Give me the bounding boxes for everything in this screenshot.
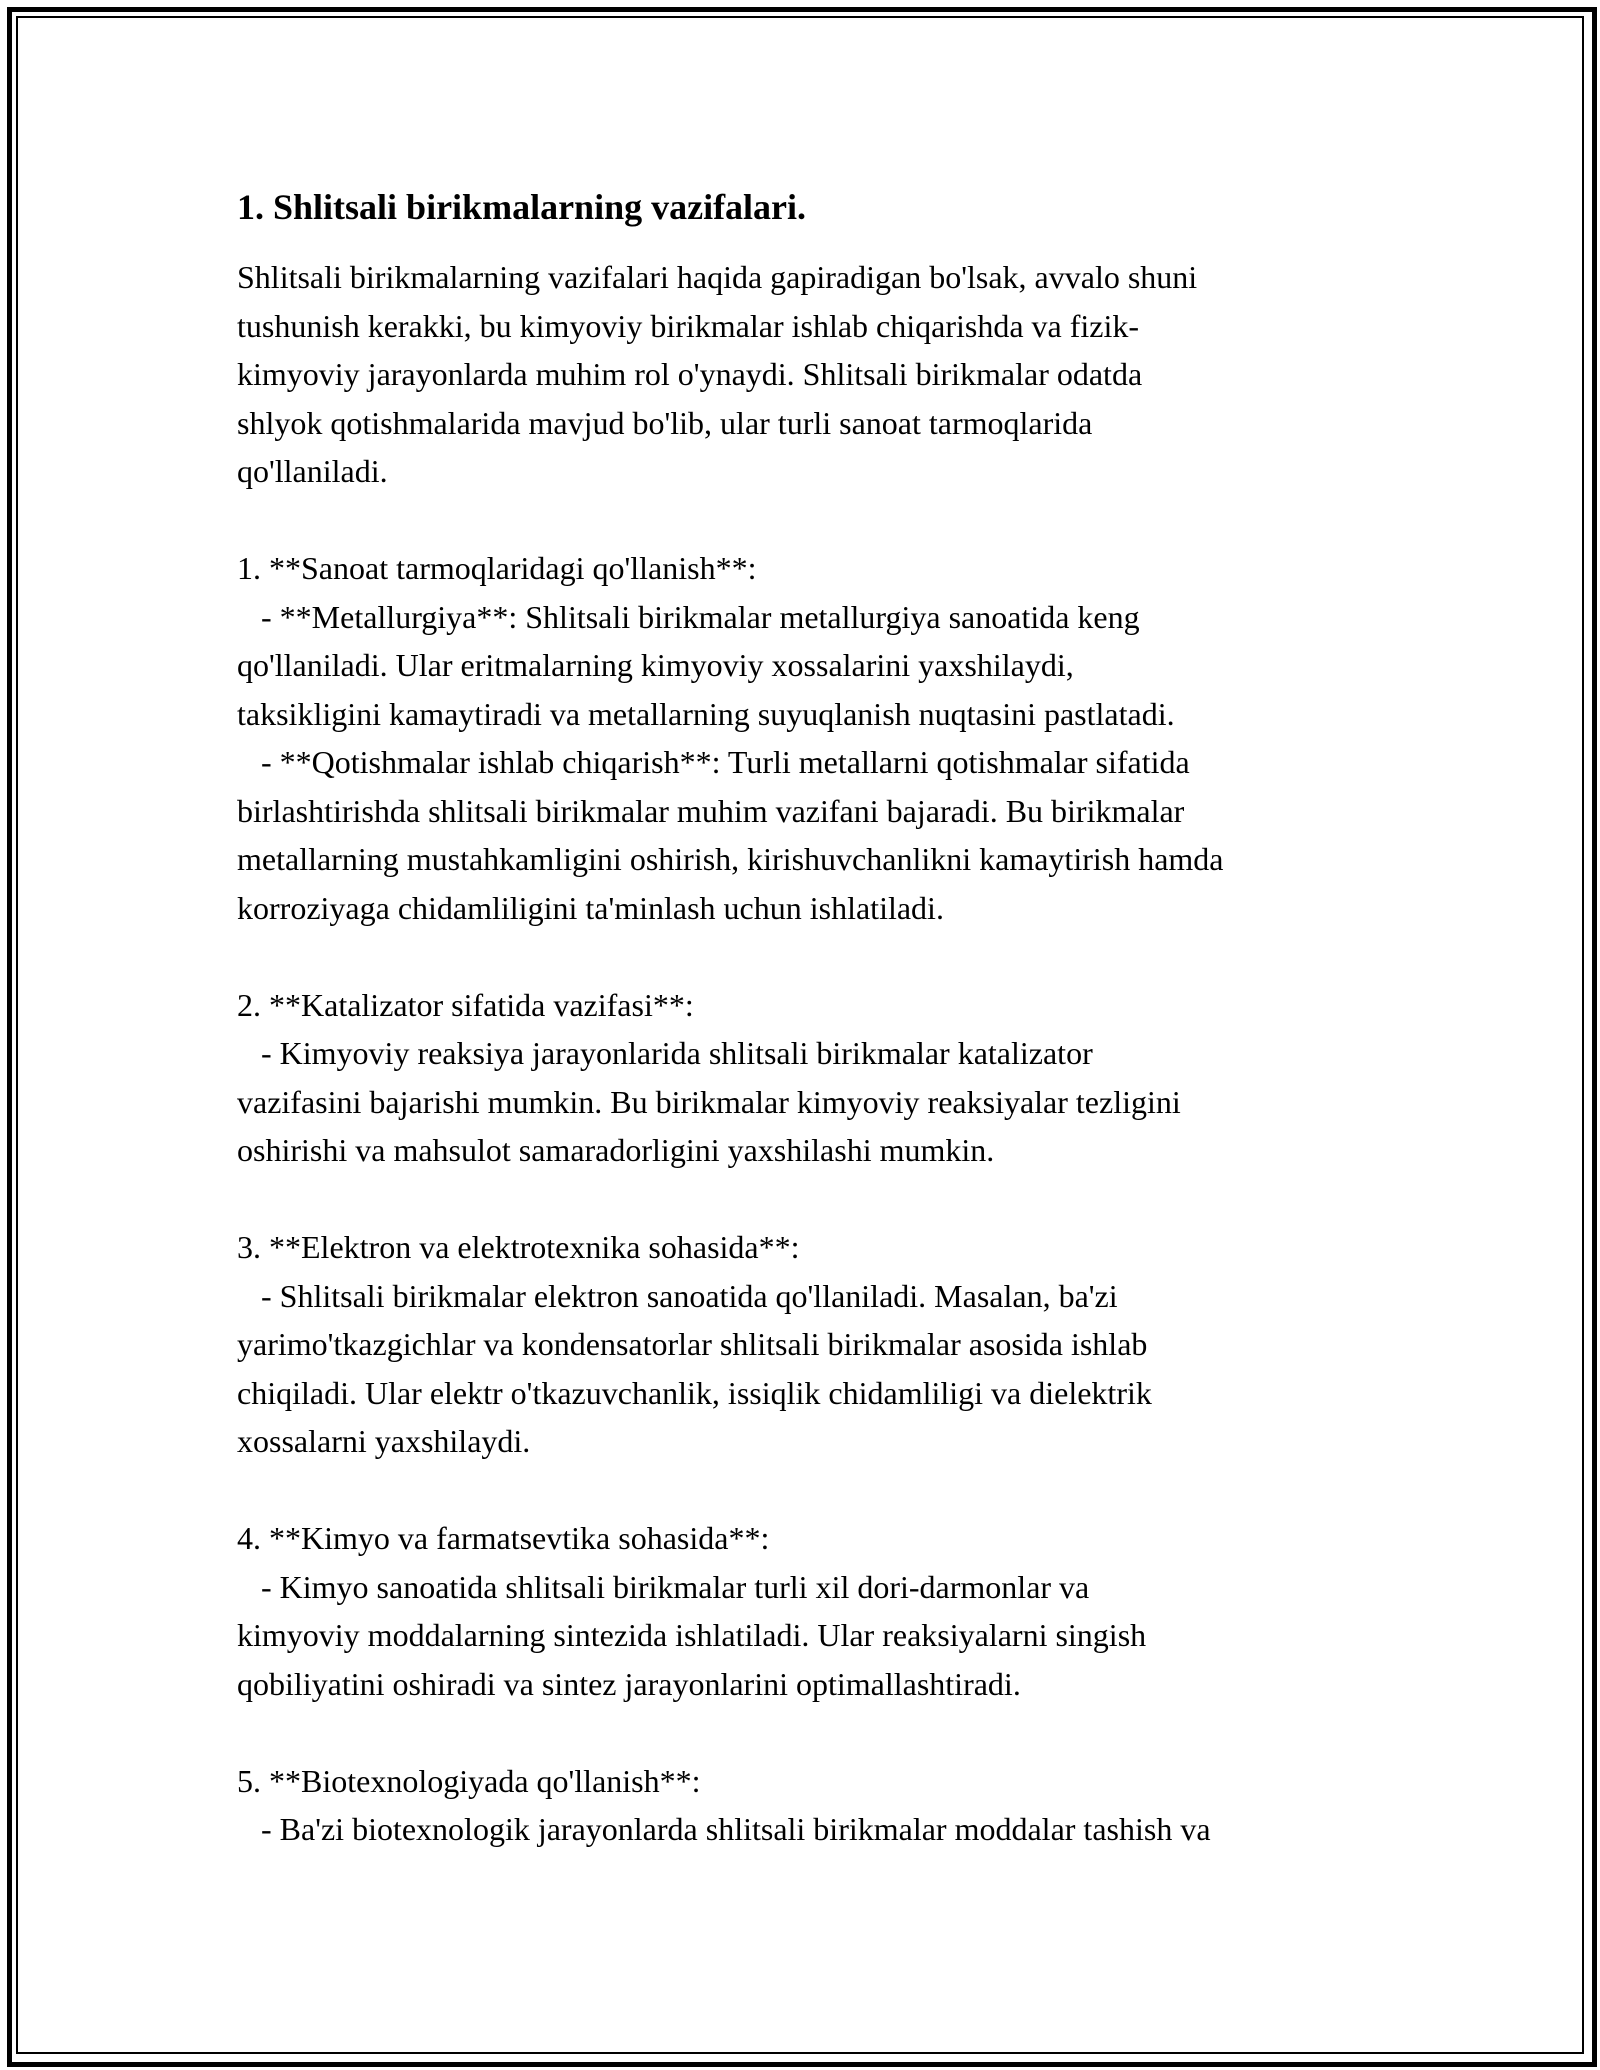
body-text: Shlitsali birikmalarning vazifalari haqida gapiradigan bo'lsak, avvalo shuni tushunish kerakki, bu kimyoviy birikmalar ishlab chiqarishda va fizik- kimyoviy jarayonlarda muhim rol o'ynaydi. Shlitsali birikmalar odatda shlyok qotishmalarida mavjud bo'lib, ular turli sanoat tarmoqlarida qo'llaniladi. 1. **Sanoat tarmoqlaridagi qo'llanish**: - **Metallurgiya**: Shlitsali birikmalar metallurgiya sanoatida keng qo'llaniladi. Ular eritmalarning kimyoviy xossalarini yaxshilaydi, taksikligini kamaytiradi va metallarning suyuqlanish nuqtasini pastlatadi. - **Qotishmalar ishlab chiqarish**: Turli metallarni qotishmalar sifatida birlashtirishda shlitsali birikmalar muhim vazifani bajaradi. Bu birikmalar metallarning mustahkamligini oshirish, kirishuvchanlikni kamaytirish hamda korroziyaga chidamliligini ta'minlash uchun ishlatiladi. 2. **Katalizator sifatida vazifasi**: - Kimyoviy reaksiya jarayonlarida shlitsali birikmalar katalizator vazifasini bajarishi mumkin. Bu birikmalar kimyoviy reaksiyalar tezligini oshirishi va mahsulot samaradorligini yaxshilashi mumkin. 3. **Elektron va elektrotexnika sohasida**: - Shlitsali birikmalar elektron sanoatida qo'llaniladi. Masalan, ba'zi yarimo'tkazgichlar va kondensatorlar shlitsali birikmalar asosida ishlab chiqiladi. Ular elektr o'tkazuvchanlik, issiqlik chidamliligi va dielektrik xossalarni yaxshilaydi. 4. **Kimyo va farmatsevtika sohasida**: - Kimyo sanoatida shlitsali birikmalar turli xil dori-darmonlar va kimyoviy moddalarning sintezida ishlatiladi. Ular reaksiyalarni singish qobiliyatini oshiradi va sintez jarayonlarini optimallashtiradi. 5. **Biotexnologiyada qo'llanish**: - Ba'zi biotexnologik jarayonlarda shlitsali birikmalar moddalar tashish va — [237, 259, 1224, 1847]
document-page — [237, 183, 1387, 1854]
section-heading: 1. Shlitsali birikmalarning vazifalari. — [237, 187, 807, 227]
